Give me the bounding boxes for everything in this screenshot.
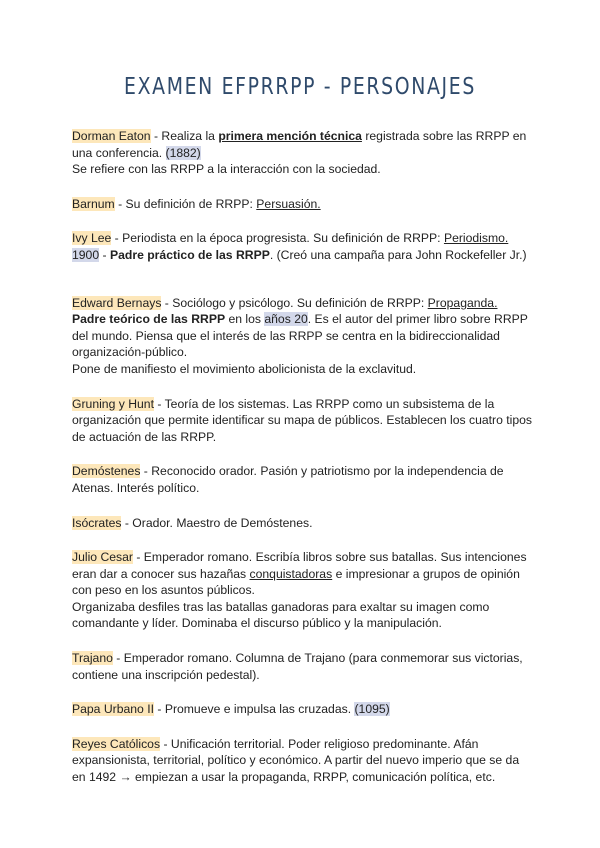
- person-name: Gruning y Hunt: [72, 396, 154, 411]
- entry-text: [72, 295, 532, 361]
- bold-underline-text: primera mención técnica: [218, 129, 362, 143]
- entry-text-segment: . (Creó una campaña para John Rockefeller Jr.): [269, 247, 527, 262]
- entry-text: [72, 736, 532, 786]
- entry-text-segment: - Teoría de los sistemas. Las RRPP como un subsistema de la organización que permite identificar su mapa de públicos. Establecen los cuatro tipos de actuación de las RRPP.: [72, 396, 533, 444]
- entry-text-segment: registrada sobre las RRPP en una conferencia.: [72, 129, 527, 160]
- entry-line: Organizaba desfiles tras las batallas ganadoras para exaltar su imagen como comandante y líder. Dominaba el discurso público y la manipulación.: [72, 599, 490, 631]
- page-title: EXAMEN EFPRRPP - PERSONAJES: [124, 74, 476, 100]
- person-name: Papa Urbano II: [72, 702, 154, 717]
- definition-text: Periodismo.: [443, 231, 509, 246]
- person-name: Reyes Católicos: [72, 736, 161, 751]
- person-name: Julio Cesar: [72, 550, 133, 565]
- entry-trajano: [72, 650, 532, 683]
- entry-ivy-lee: [72, 230, 532, 263]
- definition-text: Persuasión.: [256, 196, 321, 211]
- entry-gruning-hunt: [72, 396, 532, 446]
- entry-text: [72, 396, 532, 446]
- entry-text-segment: - Periodista en la época progresista. Su definición de RRPP:: [111, 231, 444, 246]
- entry-text: [72, 230, 532, 263]
- person-name: Demóstenes: [72, 464, 141, 479]
- entry-text-segment: - Orador. Maestro de Demóstenes.: [121, 515, 313, 530]
- person-name: Isócrates: [72, 515, 122, 530]
- person-name: Ivy Lee: [72, 231, 112, 246]
- entry-text-segment: - Emperador romano. Escribía libros sobre sus batallas. Sus intenciones eran dar a conocer sus hazañas: [72, 550, 527, 581]
- entry-papa-urbano: [72, 701, 532, 718]
- entry-isocrates: [72, 515, 532, 532]
- date-highlight: 1900: [72, 247, 100, 262]
- entry-text-segment: - Sociólogo y psicólogo. Su definición de RRPP:: [161, 295, 428, 310]
- entry-dorman-eaton: [72, 128, 532, 178]
- person-name: Dorman Eaton: [72, 129, 151, 143]
- entry-text: [72, 701, 532, 718]
- entry-text: [72, 650, 532, 683]
- underlined-text: conquistadoras: [249, 566, 333, 581]
- entry-text-segment: - Su definición de RRPP:: [114, 196, 257, 211]
- entry-julio-cesar: [72, 549, 532, 632]
- entry-text-segment: en los: [225, 312, 265, 327]
- entry-text: [72, 515, 532, 532]
- entry-text: [72, 463, 532, 496]
- entry-text: [72, 128, 532, 161]
- entry-text-segment: - Realiza la: [150, 129, 219, 143]
- person-name: Trajano: [72, 651, 113, 666]
- person-name: Edward Bernays: [72, 295, 162, 310]
- entry-demostenes: [72, 463, 532, 496]
- entry-text-segment: -: [99, 247, 110, 262]
- person-name: Barnum: [72, 196, 115, 211]
- date-highlight: (1882): [165, 145, 201, 160]
- entry-text: [72, 549, 532, 599]
- entry-text-segment: - Promueve e impulsa las cruzadas.: [153, 702, 355, 717]
- entry-text-segment: - Reconocido orador. Pasión y patriotismo por la independencia de Atenas. Interés político.: [72, 464, 504, 495]
- entry-text-segment: - Emperador romano. Columna de Trajano (para conmemorar sus victorias, contiene una inscripción pedestal).: [72, 651, 523, 682]
- entry-edward-bernays: [72, 295, 532, 378]
- entry-barnum: [72, 196, 532, 213]
- date-highlight: años 20: [264, 312, 308, 327]
- bold-text: Padre práctico de las RRPP: [109, 247, 270, 262]
- entry-reyes-catolicos: [72, 736, 532, 786]
- entry-text-segment: - Unificación territorial. Poder religioso predominante. Afán expansionista, territorial, político y económico. A partir del nuevo imperio que se da en 1492 → empiezan a usar la propaganda, RRPP, comunicación política, etc.: [72, 736, 520, 785]
- entry-text: [72, 196, 532, 213]
- bold-text: Padre teórico de las RRPP: [72, 312, 226, 327]
- entry-line: Pone de manifiesto el movimiento abolicionista de la exclavitud.: [72, 361, 417, 376]
- date-highlight: (1095): [354, 702, 390, 717]
- entry-text-segment: . Es el autor del primer libro sobre RRPP del mundo. Piensa que el interés de las RRPP se centra en la bidireccionalidad organización-público.: [72, 312, 528, 360]
- document-content: [72, 128, 532, 786]
- entry-line: Se refiere con las RRPP a la interacción con la sociedad.: [72, 162, 381, 177]
- definition-text: Propaganda.: [427, 295, 498, 310]
- entry-text-segment: e impresionar a grupos de opinión con peso en los asuntos públicos.: [72, 566, 520, 598]
